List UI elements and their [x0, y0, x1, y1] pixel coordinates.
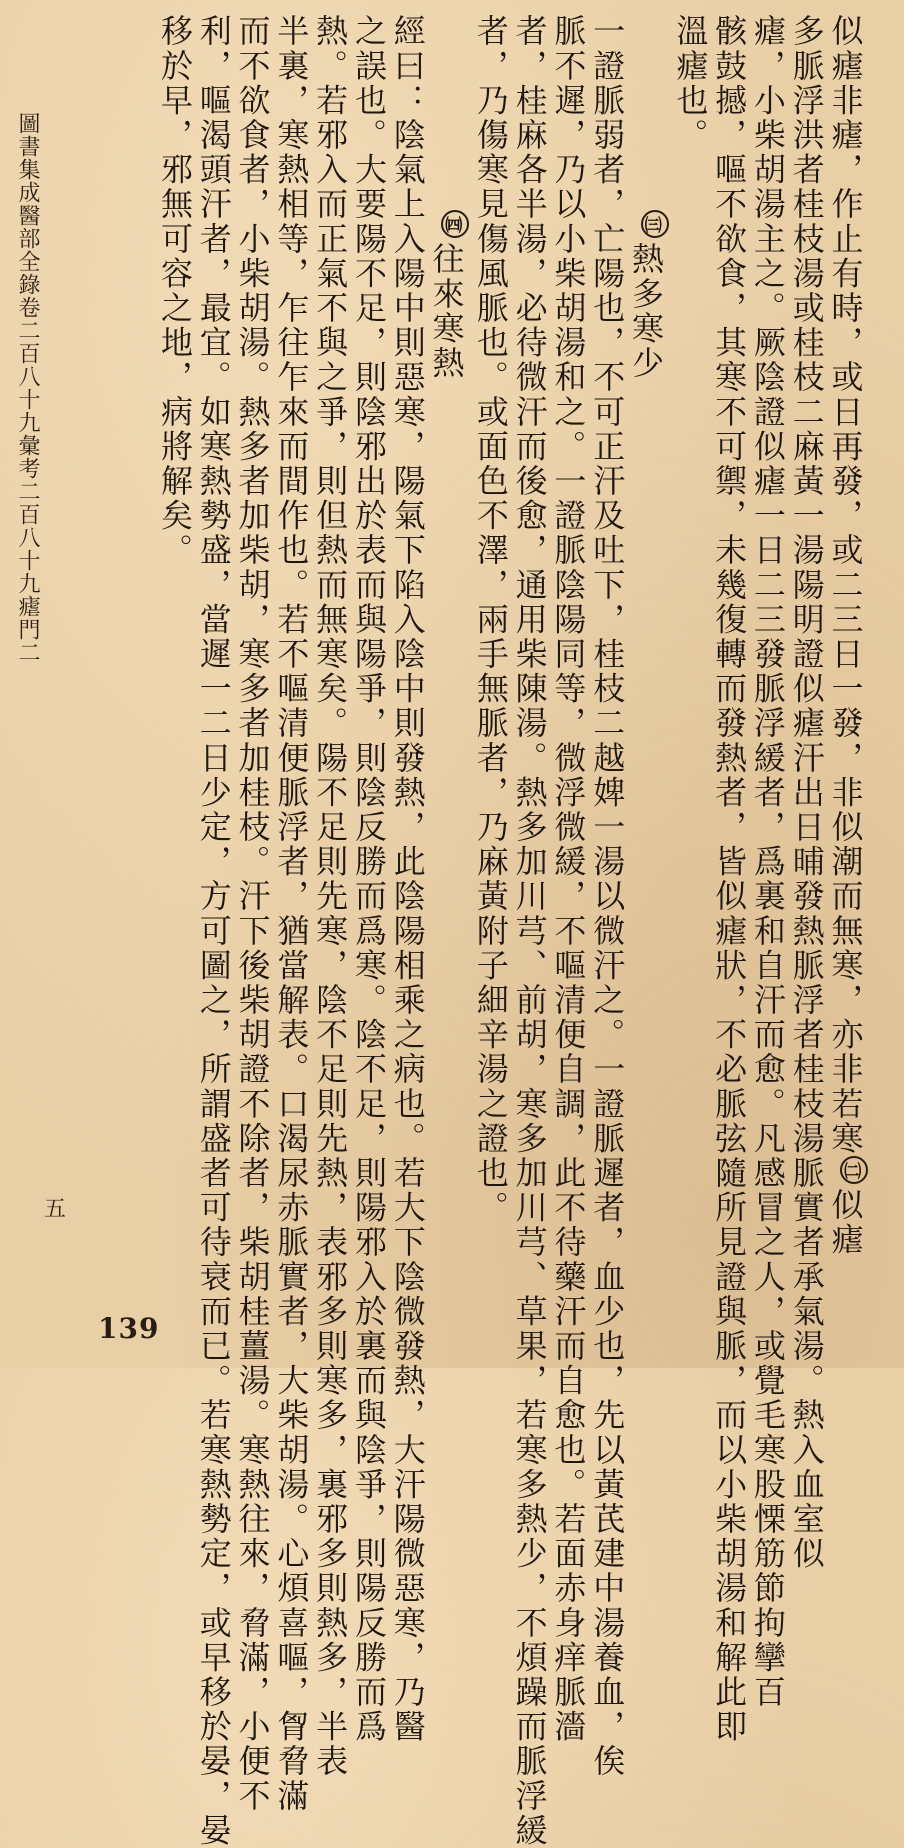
text-column: 經曰：陰氣上入陽中則惡寒，陽氣下陷入陰中則發熱，此陰陽相乘之病也。若大下陰微發熱，大汗陽微惡寒，乃醫 [388, 14, 427, 1744]
text-column: 移於早，邪無可容之地，病將解矣。 [155, 14, 194, 568]
text-column: 溫瘧也。 [671, 14, 710, 153]
chapter-label: 瘧門二 [15, 595, 40, 664]
section-number-mark: ㈣ [441, 210, 469, 238]
volume-label: 卷二百八十九 [15, 296, 40, 434]
text-column: 熱。若邪入而正氣不與之爭，則但熱而無寒矣。陽不足則先寒，陰不足則先熱，表邪多則寒多，裏邪多則熱多，半表 [311, 14, 350, 1779]
section-heading-text: 往來寒熱 [427, 242, 466, 381]
section-heading-text: 熱多寒少 [627, 242, 666, 381]
text-column: 之誤也。大要陽不足，則陰邪出於表而與陽爭，則陰反勝而爲寒。陰不足，則陽邪入於裏而與陰爭，則陽反勝而爲 [349, 14, 388, 1744]
section-heading [427, 14, 471, 1304]
text-column: 者，乃傷寒見傷風脈也。或面色不澤，兩手無脈者，乃麻黃附子細辛湯之證也。 [471, 14, 510, 1225]
text-column: 者，桂麻各半湯，必待微汗而後愈，通用柴陳湯。熱多加川芎、前胡，寒多加川芎、草果，若寒多熱少，不煩躁而脈浮緩 [510, 14, 549, 1848]
section-heading [626, 14, 670, 1304]
text-column: 脈不遲，乃以小柴胡湯和之。一證脈陰陽同等，微浮微緩，不嘔清便自調，此不待藥汗而自愈也。若面赤身痒脈濇 [549, 14, 588, 1744]
text-column: 利，嘔渴頭汗者，最宜。如寒熱勢盛，當遲一二日少定，方可圖之，所謂盛者可待衰而已。若寒熱勢定，或早移於晏，晏 [194, 14, 233, 1848]
collection-title: 圖書集成醫部全錄 [15, 112, 40, 296]
page-number: 139 [98, 1312, 160, 1345]
running-footer [15, 112, 82, 1292]
text-column: 瘧，小柴胡湯主之。厥陰證似瘧一日二三發脈浮緩者，爲裏和自汗而愈。凡感冒之人，或覺毛寒股慄筋節拘攣百 [748, 14, 787, 1710]
text-column: 似瘧非瘧，作止有時，或日再發，或二三日一發，非似潮而無寒，亦非若寒㈡似瘧 [826, 14, 870, 1304]
section-number-mark: ㈢ [641, 210, 669, 238]
text-column: 半裏，寒熱相等，乍往乍來而間作也。若不嘔清便脈浮者，猶當解表。口渴尿赤脈實者，大柴胡湯。心煩喜嘔，胷脅滿 [272, 14, 311, 1814]
text-column: 多脈浮洪者桂枝湯或桂枝二麻黃一湯陽明證似瘧汗出日晡發熱脈浮者桂枝湯脈實者承氣湯。熱入血室似 [787, 14, 826, 1571]
section-label: 彙考二百八十九 [15, 434, 40, 595]
text-column: 而不欲食者，小柴胡湯。熱多者加柴胡，寒多者加桂枝。汗下後柴胡證不除者，柴胡桂薑湯。寒熱往來，脅滿，小便不 [233, 14, 272, 1814]
folio-number: 五 [44, 1197, 67, 1222]
section-number-mark: ㈡ [840, 1156, 868, 1184]
text-column: 一證脈弱者，亡陽也，不可正汗及吐下，桂枝二越婢一湯以微汗之。一證脈遲者，血少也，先以黃芪建中湯養血，俟 [588, 14, 627, 1779]
text-column: 骸鼓撼，嘔不欲食，其寒不可禦，未幾復轉而發熱者，皆似瘧狀，不必脈弦隨所見證與脈，而以小柴胡湯和解此即 [710, 14, 749, 1744]
